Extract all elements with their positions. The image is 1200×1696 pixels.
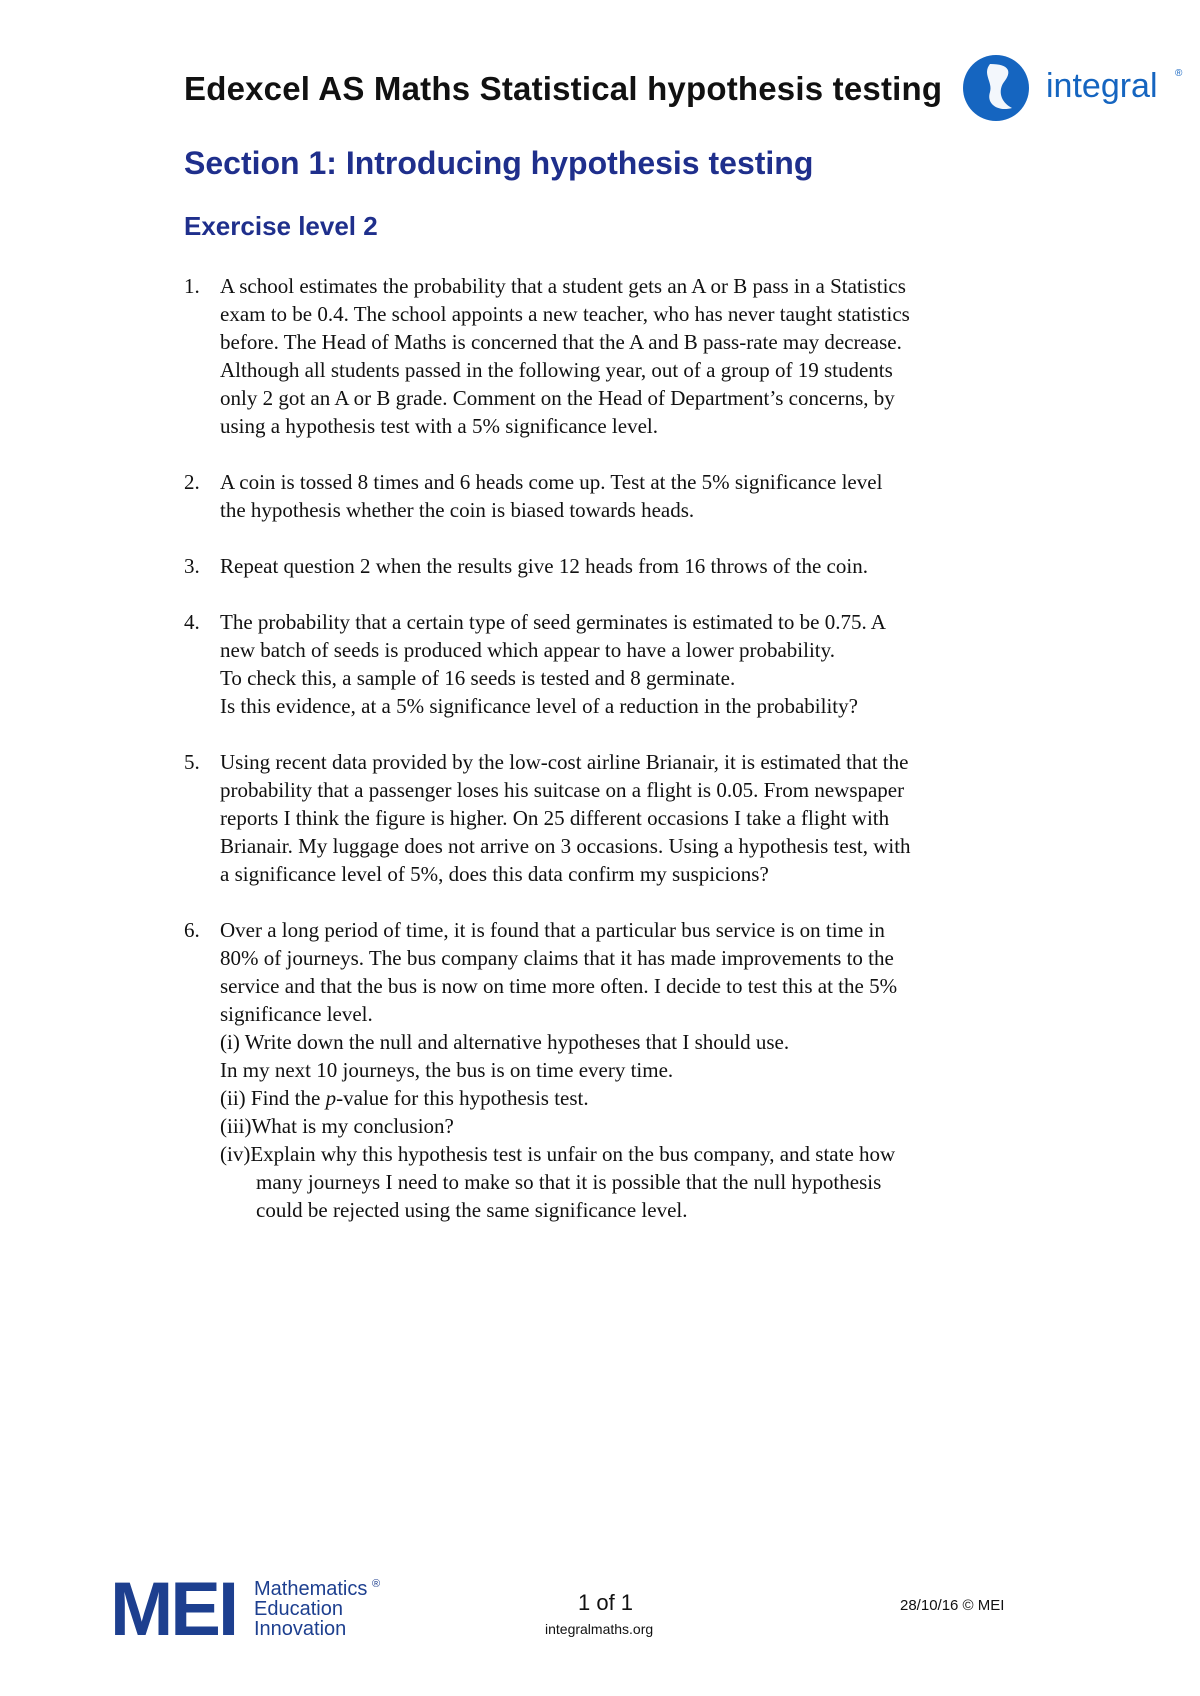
question-text-line: the hypothesis whether the coin is biased towards heads. bbox=[220, 498, 695, 522]
question-6 bbox=[184, 916, 1034, 1224]
integral-logo bbox=[960, 52, 1185, 124]
page-number: 1 of 1 bbox=[578, 1590, 634, 1615]
question-text-line: A school estimates the probability that a student gets an A or B pass in a Statistics bbox=[220, 274, 906, 298]
question-text-line: service and that the bus is now on time more often. I decide to test this at the 5% bbox=[220, 974, 898, 998]
question-2 bbox=[184, 468, 1034, 524]
question-text-line: before. The Head of Maths is concerned that the A and B pass-rate may decrease. bbox=[220, 330, 902, 354]
question-text-line: significance level. bbox=[220, 1002, 373, 1026]
mei-registered-mark: ® bbox=[372, 1578, 381, 1590]
mei-word: Mathematics bbox=[254, 1578, 368, 1600]
question-text-line: new batch of seeds is produced which appear to have a lower probability. bbox=[220, 638, 836, 662]
mei-word: Innovation bbox=[254, 1618, 347, 1640]
question-text-line: 80% of journeys. The bus company claims that it has made improvements to the bbox=[220, 946, 894, 970]
question-part-i: (i) Write down the null and alternative hypotheses that I should use. bbox=[220, 1030, 790, 1054]
question-text-line: using a hypothesis test with a 5% significance level. bbox=[220, 414, 658, 438]
question-text-line: a significance level of 5%, does this data confirm my suspicions? bbox=[220, 862, 769, 886]
exercise-title: Exercise level 2 bbox=[184, 211, 378, 241]
footer-url[interactable]: integralmaths.org bbox=[545, 1621, 654, 1637]
question-number: 3. bbox=[184, 554, 200, 578]
question-part-iii: (iii)What is my conclusion? bbox=[220, 1114, 454, 1138]
question-text-line: Repeat question 2 when the results give 12 heads from 16 throws of the coin. bbox=[220, 554, 868, 578]
question-number: 4. bbox=[184, 610, 200, 634]
question-number: 1. bbox=[184, 274, 200, 298]
question-part-iv-continuation: many journeys I need to make so that it is possible that the null hypothesis bbox=[256, 1170, 882, 1194]
question-text-line: A coin is tossed 8 times and 6 heads come up. Test at the 5% significance level bbox=[220, 470, 883, 494]
mei-word: Education bbox=[254, 1598, 343, 1620]
question-text-line: only 2 got an A or B grade. Comment on the Head of Department’s concerns, by bbox=[220, 386, 895, 410]
mei-logo-letters: MEI bbox=[110, 1573, 237, 1641]
question-text-line: reports I think the figure is higher. On 25 different occasions I take a flight with bbox=[220, 806, 890, 830]
question-5 bbox=[184, 748, 1034, 888]
footer-date-copyright: 28/10/16 © MEI bbox=[900, 1597, 1005, 1614]
question-list bbox=[184, 272, 1034, 1252]
mei-logo bbox=[110, 1573, 430, 1641]
question-text-line: Using recent data provided by the low-cost airline Brianair, it is estimated that the bbox=[220, 750, 909, 774]
question-number: 5. bbox=[184, 750, 200, 774]
integral-logo-text: integral bbox=[1046, 67, 1158, 105]
p-variable: p bbox=[325, 1086, 337, 1110]
section-title: Section 1: Introducing hypothesis testing bbox=[184, 145, 814, 181]
question-number: 6. bbox=[184, 918, 200, 942]
question-text-line: Although all students passed in the following year, out of a group of 19 students bbox=[220, 358, 893, 382]
question-text-line: probability that a passenger loses his suitcase on a flight is 0.05. From newspaper bbox=[220, 778, 905, 802]
question-3 bbox=[184, 552, 1034, 580]
part-ii-prefix: (ii) Find the bbox=[220, 1086, 326, 1110]
question-text-line: Brianair. My luggage does not arrive on 3 occasions. Using a hypothesis test, with bbox=[220, 834, 911, 858]
question-part-iv-continuation: could be rejected using the same significance level. bbox=[256, 1198, 688, 1222]
question-number: 2. bbox=[184, 470, 200, 494]
question-intermediate-text: In my next 10 journeys, the bus is on time every time. bbox=[220, 1058, 674, 1082]
question-text-line: Over a long period of time, it is found that a particular bus service is on time in bbox=[220, 918, 885, 942]
question-1 bbox=[184, 272, 1034, 440]
question-text-line: Is this evidence, at a 5% significance level of a reduction in the probability? bbox=[220, 694, 858, 718]
document-title: Edexcel AS Maths Statistical hypothesis testing bbox=[184, 70, 943, 107]
question-text-line: To check this, a sample of 16 seeds is tested and 8 germinate. bbox=[220, 666, 736, 690]
question-text-line: exam to be 0.4. The school appoints a new teacher, who has never taught statistics bbox=[220, 302, 910, 326]
question-part-ii bbox=[220, 1084, 1034, 1112]
question-text-line: The probability that a certain type of seed germinates is estimated to be 0.75. A bbox=[220, 610, 886, 634]
registered-mark: ® bbox=[1175, 68, 1183, 79]
question-4 bbox=[184, 608, 1034, 720]
question-part-iv: (iv)Explain why this hypothesis test is unfair on the bus company, and state how bbox=[220, 1142, 896, 1166]
part-ii-suffix: -value for this hypothesis test. bbox=[336, 1086, 589, 1110]
